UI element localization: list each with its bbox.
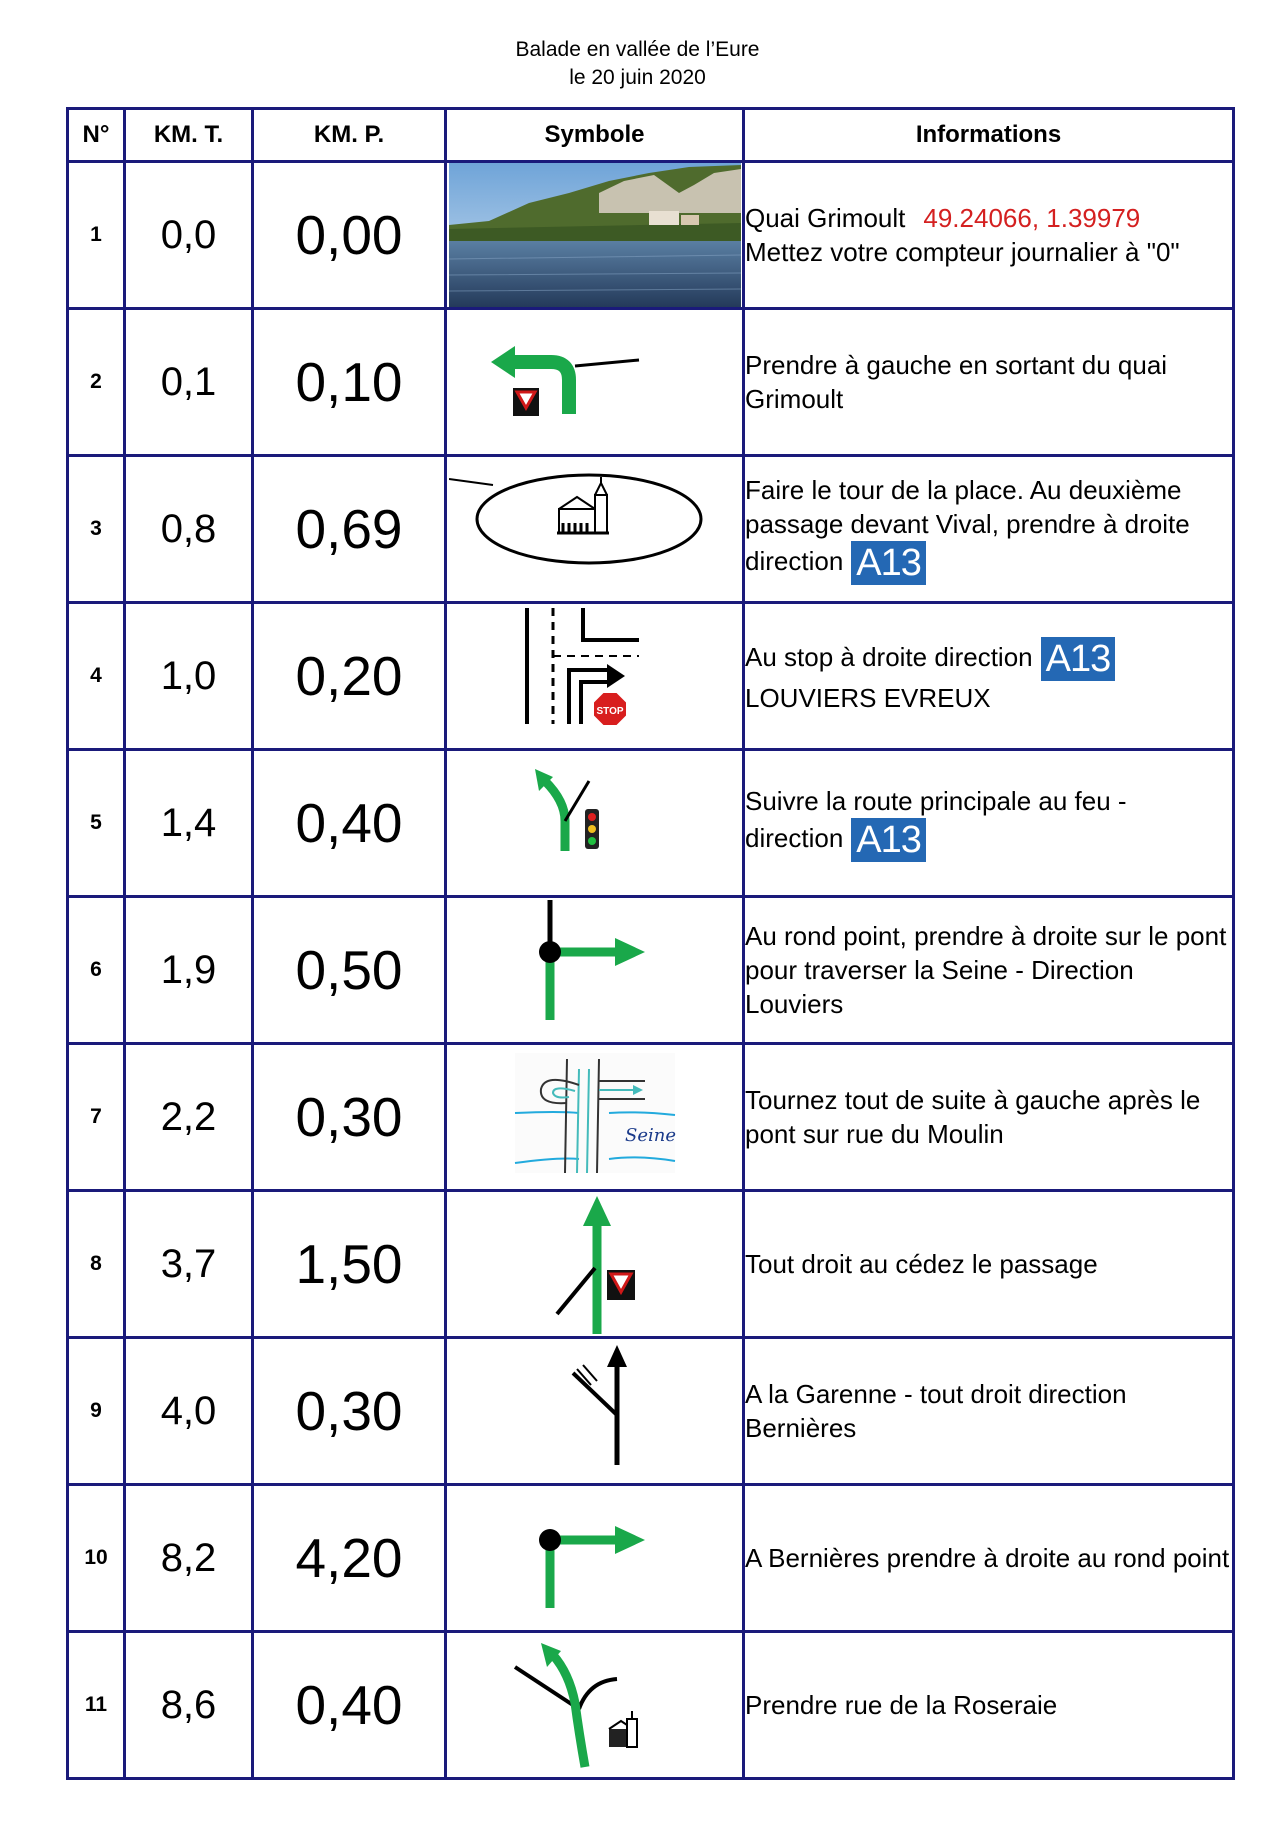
header-informations: Informations <box>744 109 1234 162</box>
info-cell <box>744 1485 1234 1632</box>
info-text: Prendre à gauche en sortant du quai Grimoult <box>745 350 1168 414</box>
row-number: 10 <box>68 1485 125 1632</box>
km-total: 1,9 <box>125 897 253 1044</box>
symbol-cell <box>446 456 744 603</box>
symbol-cell <box>446 603 744 750</box>
row-number: 1 <box>68 162 125 309</box>
km-total: 8,2 <box>125 1485 253 1632</box>
info-cell <box>744 603 1234 750</box>
row-number: 2 <box>68 309 125 456</box>
km-total: 8,6 <box>125 1632 253 1779</box>
straight-fork-icon <box>449 1339 741 1483</box>
river-landscape-photo <box>449 163 741 307</box>
info-text: Au stop à droite direction <box>745 641 1033 672</box>
church-square-icon <box>449 457 741 601</box>
info-cell <box>744 1191 1234 1338</box>
symbol-cell <box>446 897 744 1044</box>
gps-coordinates: 49.24066, 1.39979 <box>923 203 1141 233</box>
info-text: Tournez tout de suite à gauche après le pont sur rue du Moulin <box>745 1085 1201 1149</box>
title-line-1: Balade en vallée de l’Eure <box>515 38 760 61</box>
km-partial: 0,40 <box>253 750 446 897</box>
km-total: 1,4 <box>125 750 253 897</box>
symbol-cell <box>446 1191 744 1338</box>
seine-sketch-label: Seine <box>624 1125 676 1146</box>
info-text: Au rond point, prendre à droite sur le pont pour traverser la Seine - Direction Louviers <box>745 921 1227 1019</box>
info-text: Prendre rue de la Roseraie <box>745 1690 1058 1720</box>
bridge-sketch-icon <box>449 1045 741 1189</box>
km-partial: 0,30 <box>253 1044 446 1191</box>
table-row <box>68 750 1234 897</box>
km-total: 0,8 <box>125 456 253 603</box>
row-number: 3 <box>68 456 125 603</box>
km-total: 2,2 <box>125 1044 253 1191</box>
info-cell <box>744 1338 1234 1485</box>
stop-turn-right-icon <box>449 604 741 748</box>
header-km-t: KM. T. <box>125 109 253 162</box>
km-partial: 0,50 <box>253 897 446 1044</box>
row-number: 6 <box>68 897 125 1044</box>
info-line-1 <box>745 637 1232 681</box>
info-text: Tout droit au cédez le passage <box>745 1249 1098 1279</box>
row-number: 9 <box>68 1338 125 1485</box>
km-partial: 0,69 <box>253 456 446 603</box>
info-cell <box>744 1044 1234 1191</box>
info-line-2: LOUVIERS EVREUX <box>745 683 991 713</box>
symbol-cell <box>446 750 744 897</box>
info-text: Quai Grimoult <box>745 203 906 233</box>
info-cell <box>744 1632 1234 1779</box>
km-partial: 0,30 <box>253 1338 446 1485</box>
table-row <box>68 1632 1234 1779</box>
symbol-cell <box>446 1485 744 1632</box>
info-cell <box>744 309 1234 456</box>
a13-motorway-badge: A13 <box>1041 637 1116 681</box>
roadbook-table <box>66 107 1235 1780</box>
km-partial: 0,00 <box>253 162 446 309</box>
km-total: 1,0 <box>125 603 253 750</box>
table-row <box>68 1338 1234 1485</box>
roundabout-right-icon <box>449 1486 741 1630</box>
roundabout-right-icon <box>449 898 741 1042</box>
row-number: 11 <box>68 1632 125 1779</box>
table-row <box>68 1191 1234 1338</box>
traffic-light-fork-icon <box>449 751 741 895</box>
svg-text:STOP: STOP <box>595 706 624 717</box>
km-total: 0,0 <box>125 162 253 309</box>
km-partial: 0,40 <box>253 1632 446 1779</box>
table-row <box>68 456 1234 603</box>
table-row <box>68 1044 1234 1191</box>
info-text: Suivre la route principale au feu - direction <box>745 786 1127 853</box>
a13-motorway-badge: A13 <box>851 541 926 585</box>
bear-left-church-icon <box>449 1633 741 1777</box>
info-text: Faire le tour de la place. Au deuxième passage devant Vival, prendre à droite direction <box>745 475 1190 576</box>
table-row <box>68 897 1234 1044</box>
symbol-cell <box>446 162 744 309</box>
table-row <box>68 309 1234 456</box>
symbol-cell <box>446 1632 744 1779</box>
km-partial: 4,20 <box>253 1485 446 1632</box>
row-number: 5 <box>68 750 125 897</box>
info-text: A la Garenne - tout droit direction Bernières <box>745 1379 1127 1443</box>
info-text: A Bernières prendre à droite au rond point <box>745 1543 1230 1573</box>
document-title <box>0 36 1275 92</box>
info-cell <box>744 162 1234 309</box>
km-partial: 0,20 <box>253 603 446 750</box>
straight-yield-icon <box>449 1192 741 1336</box>
title-line-2: le 20 juin 2020 <box>569 66 706 89</box>
info-line-2: Mettez votre compteur journalier à "0" <box>745 237 1180 267</box>
km-total: 3,7 <box>125 1191 253 1338</box>
turn-left-yield-icon <box>449 310 741 454</box>
table-row <box>68 1485 1234 1632</box>
table-row <box>68 603 1234 750</box>
header-symbole: Symbole <box>446 109 744 162</box>
row-number: 8 <box>68 1191 125 1338</box>
info-cell <box>744 897 1234 1044</box>
km-partial: 1,50 <box>253 1191 446 1338</box>
a13-motorway-badge: A13 <box>851 818 926 862</box>
info-line-1 <box>745 201 1232 235</box>
km-total: 0,1 <box>125 309 253 456</box>
row-number: 4 <box>68 603 125 750</box>
row-number: 7 <box>68 1044 125 1191</box>
km-total: 4,0 <box>125 1338 253 1485</box>
symbol-cell <box>446 1044 744 1191</box>
header-row <box>68 109 1234 162</box>
symbol-cell <box>446 309 744 456</box>
km-partial: 0,10 <box>253 309 446 456</box>
info-cell <box>744 750 1234 897</box>
table-row <box>68 162 1234 309</box>
symbol-cell <box>446 1338 744 1485</box>
header-km-p: KM. P. <box>253 109 446 162</box>
header-no: N° <box>68 109 125 162</box>
info-cell <box>744 456 1234 603</box>
